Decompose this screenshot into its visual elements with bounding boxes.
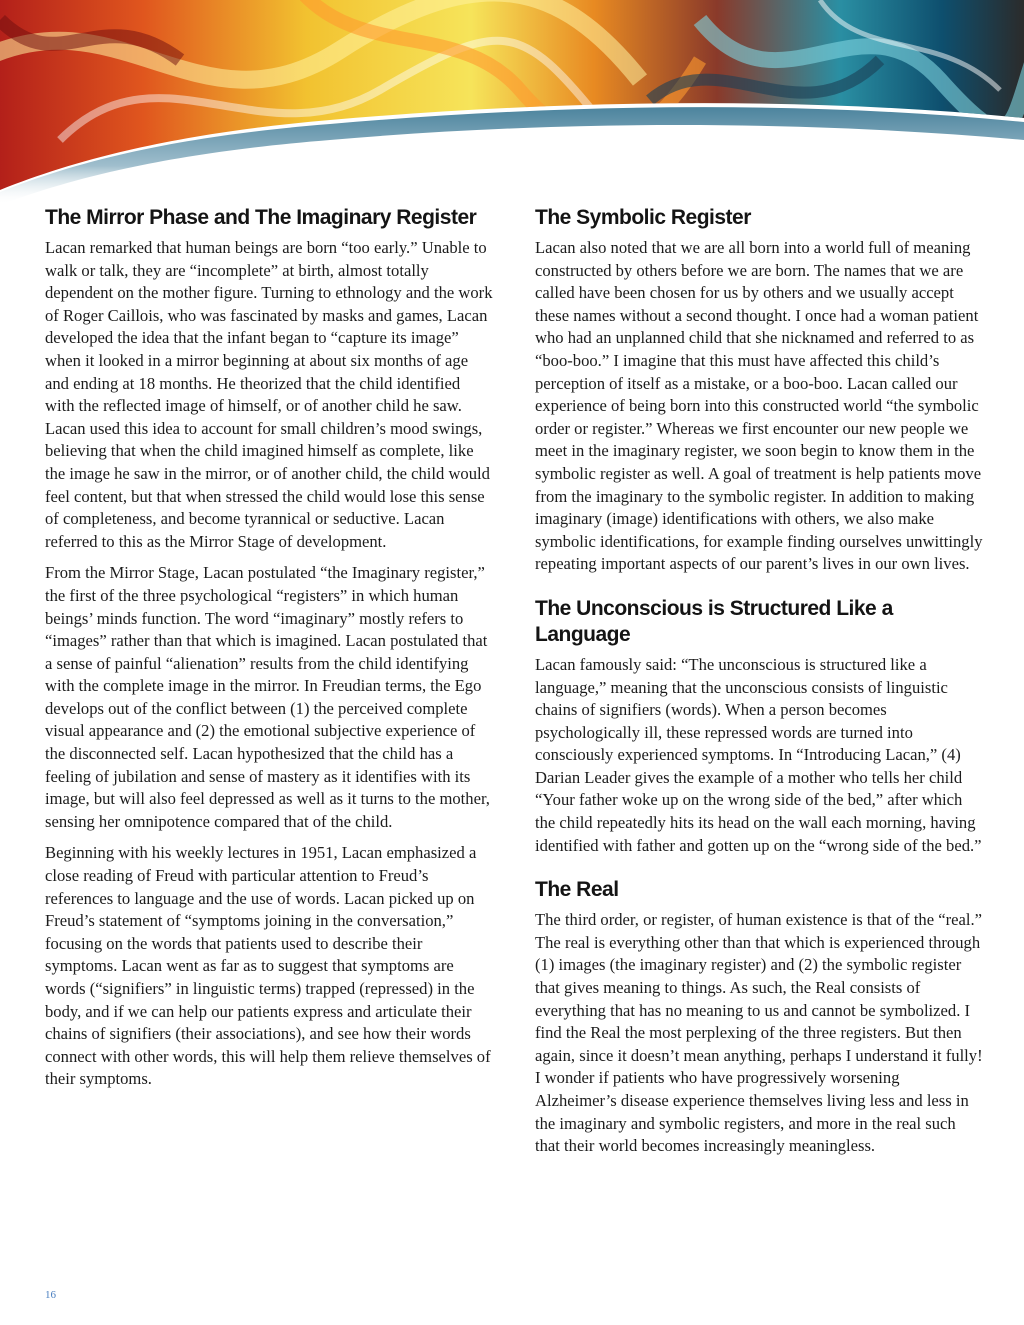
body-paragraph: The third order, or register, of human existence is that of the “real.” The real is everything other than that which is experienced through (1) images (the imaginary register) and (2) the symbolic register that gives meaning to things. As such, the Real consists of everything that has no meaning to us and cannot be symbolized. I find the Real the most perplexing of the three registers. But then again, since it doesn’t mean anything, perhaps I understand it fully! I wonder if patients who have progressively worsening Alzheimer’s disease experience themselves living less and less in the imaginary and symbolic registers, and more in the real such that their world becomes increasingly meaningless.	[535, 910, 983, 1156]
section-heading: The Real	[535, 878, 619, 902]
right-column	[535, 205, 983, 1178]
section-symbolic-register	[535, 205, 983, 576]
body-paragraph: From the Mirror Stage, Lacan postulated “the Imaginary register,” the first of the three psychological “registers” in which human beings’ minds function. The word “imaginary” mostly refers to “images” rather than that which is imagined. Lacan postulated that a sense of painful “alienation” results from the child identifying with the complete image in the mirror. In Freudian terms, the Ego develops out of the conflict between (1) the perceived complete visual appearance and (2) the emotional subjective experience of the disconnected self. Lacan hypothesized that the child has a feeling of jubilation and sense of mastery as it identifies with its image, but will also feel depressed as well as it turns to the mother, sensing her omnipotence compared that of the child.	[45, 563, 490, 831]
body-paragraph: Lacan remarked that human beings are born “too early.” Unable to walk or talk, they are “incomplete” at birth, almost totally dependent on the mother figure. Turning to ethnology and the work of Roger Caillois, who was fascinated by masks and games, Lacan developed the idea that the infant began to “capture its image” when it looked in a mirror beginning at about six months of age and ending at 18 months. He theorized that the child identified with the reflected image of himself, or of another child he saw. Lacan used this idea to account for small children’s mood swings, believing that when the child imagined himself as complete, like the image he saw in the mirror, or of another child, the child would feel content, but that when stressed the child would lose this sense of completeness, and become tyrannical or seductive. Lacan referred to this as the Mirror Stage of development.	[45, 238, 493, 551]
section-heading: The Unconscious is Structured Like a Language	[535, 596, 893, 646]
section-heading: The Mirror Phase and The Imaginary Register	[45, 206, 477, 229]
section-heading: The Symbolic Register	[535, 206, 751, 229]
left-column	[45, 205, 493, 1111]
section-mirror-phase	[45, 205, 493, 1091]
section-the-real	[535, 877, 983, 1158]
body-paragraph: Lacan also noted that we are all born into a world full of meaning constructed by others before we are born. The names that we are called have been chosen for us by others and we usually accept these names without a second thought. I once had a woman patient who had an unplanned child that she nicknamed and referred to as “boo-boo.” I imagine that this must have affected this child’s perception of itself as a mistake, or a boo-boo. Lacan called our experience of being born into this constructed world “the symbolic order or register.” Whereas we first encounter our new people we meet in the imaginary register, we soon begin to know them in the symbolic register as well. A goal of treatment is help patients move from the imaginary to the symbolic register. In addition to making imaginary (image) identifications with others, we also make symbolic identifications, for example finding ourselves unwittingly repeating important aspects of our parent’s lives in our own lives.	[535, 238, 983, 574]
page-number: 16	[45, 1289, 56, 1301]
body-paragraph: Lacan famously said: “The unconscious is structured like a language,” meaning that the unconscious consists of linguistic chains of signifiers (words). When a person becomes psychologically ill, these repressed words are turned into consciously experienced symptoms. In “Introducing Lacan,” (4) Darian Leader gives the example of a mother who tells her child “Your father woke up on the wrong side of the bed,” after which the child repeatedly hits its head on the wall each morning, having identified with father and gotten up on the “wrong side of the bed.”	[535, 654, 982, 855]
header-banner-image	[0, 0, 1024, 205]
section-unconscious-language	[535, 596, 983, 857]
body-paragraph: Beginning with his weekly lectures in 1951, Lacan emphasized a close reading of Freud with particular attention to Freud’s references to language and the use of words. Lacan picked up on Freud’s statement of “symptoms joining in the conversation,” focusing on the words that patients used to describe their symptoms. Lacan went as far as to suggest that symptoms are words (“signifiers” in linguistic terms) trapped (repressed) in the body, and if we can help our patients express and articulate their chains of signifiers (their associations), and see how their words connect with other words, this will help them relieve themselves of their symptoms.	[45, 843, 491, 1089]
